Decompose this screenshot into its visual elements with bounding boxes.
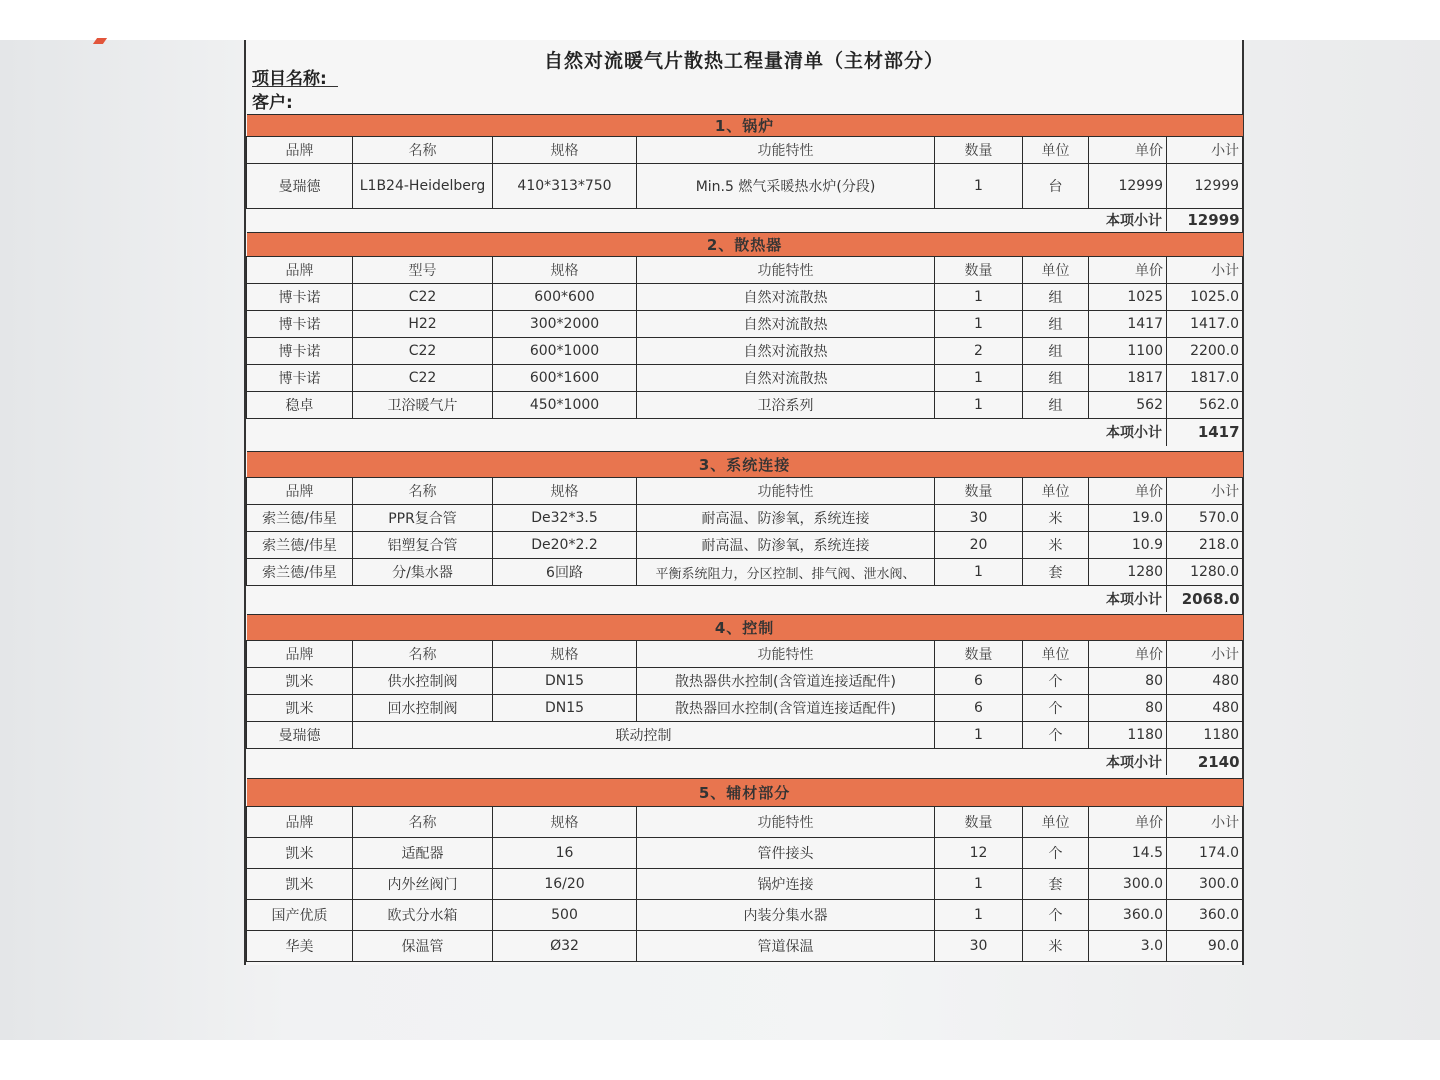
name-cell: 回水控制阀 xyxy=(353,695,493,722)
header-cell: 名称 xyxy=(353,137,493,164)
table-row xyxy=(247,392,1243,419)
header-cell: 单位 xyxy=(1023,478,1089,505)
model-cell: C22 xyxy=(353,365,493,392)
header-cell: 单价 xyxy=(1089,641,1167,668)
table-row xyxy=(247,695,1243,722)
header-cell: 单价 xyxy=(1089,257,1167,284)
table-row xyxy=(247,164,1243,209)
price-cell: 80 xyxy=(1089,695,1167,722)
spec-cell: 600*1000 xyxy=(493,338,637,365)
qty-cell: 1 xyxy=(935,900,1023,931)
feature-cell: 自然对流散热 xyxy=(637,365,935,392)
subtotal-cell: 1180 xyxy=(1167,722,1243,749)
table-row xyxy=(247,668,1243,695)
header-cell: 小计 xyxy=(1167,641,1243,668)
header-cell: 名称 xyxy=(353,478,493,505)
price-cell: 562 xyxy=(1089,392,1167,419)
table-row xyxy=(247,532,1243,559)
section-title: 3、系统连接 xyxy=(247,452,1243,478)
subtotal-cell: 1025.0 xyxy=(1167,284,1243,311)
table-row xyxy=(247,900,1243,931)
subtotal-cell: 480 xyxy=(1167,668,1243,695)
header-cell: 单价 xyxy=(1089,807,1167,838)
client-label: 客户: xyxy=(252,93,293,113)
price-cell: 1817 xyxy=(1089,365,1167,392)
section-title: 1、锅炉 xyxy=(247,115,1243,137)
brand-cell: 索兰德/伟星 xyxy=(247,505,353,532)
feature-cell: 锅炉连接 xyxy=(637,869,935,900)
qty-cell: 1 xyxy=(935,311,1023,338)
table-row xyxy=(247,722,1243,749)
subtotal-label: 本项小计 xyxy=(1106,425,1162,442)
header-cell: 品牌 xyxy=(247,478,353,505)
subtotal-cell: 360.0 xyxy=(1167,900,1243,931)
price-cell: 300.0 xyxy=(1089,869,1167,900)
header-cell: 单位 xyxy=(1023,137,1089,164)
price-cell: 1100 xyxy=(1089,338,1167,365)
subtotal-cell: 562.0 xyxy=(1167,392,1243,419)
model-cell: 卫浴暖气片 xyxy=(353,392,493,419)
price-cell: 12999 xyxy=(1089,164,1167,209)
header-cell: 数量 xyxy=(935,257,1023,284)
unit-cell: 组 xyxy=(1023,284,1089,311)
header-cell: 小计 xyxy=(1167,478,1243,505)
brand-cell: 博卡诺 xyxy=(247,365,353,392)
feature-cell: 自然对流散热 xyxy=(637,338,935,365)
project-name-label: 项目名称: xyxy=(252,69,327,89)
unit-cell: 米 xyxy=(1023,931,1089,962)
unit-cell: 组 xyxy=(1023,392,1089,419)
subtotal-cell: 480 xyxy=(1167,695,1243,722)
quantity-sheet xyxy=(244,40,1244,965)
price-cell: 1417 xyxy=(1089,311,1167,338)
qty-cell: 12 xyxy=(935,838,1023,869)
feature-cell: 散热器供水控制(含管道连接适配件) xyxy=(637,668,935,695)
header-cell: 品牌 xyxy=(247,807,353,838)
spec-cell: 600*1600 xyxy=(493,365,637,392)
section-table-connections xyxy=(246,451,1243,612)
header-cell: 单位 xyxy=(1023,257,1089,284)
name-cell: 供水控制阀 xyxy=(353,668,493,695)
header-cell: 规格 xyxy=(493,257,637,284)
subtotal-label: 本项小计 xyxy=(1106,212,1162,229)
brand-cell: 国产优质 xyxy=(247,900,353,931)
brand-cell: 凯米 xyxy=(247,695,353,722)
unit-cell: 个 xyxy=(1023,668,1089,695)
feature-cell: 耐高温、防渗氧，系统连接 xyxy=(637,532,935,559)
section-table-radiators xyxy=(246,232,1243,446)
subtotal-cell: 12999 xyxy=(1167,164,1243,209)
unit-cell: 台 xyxy=(1023,164,1089,209)
price-cell: 360.0 xyxy=(1089,900,1167,931)
feature-cell: 自然对流散热 xyxy=(637,311,935,338)
model-cell: C22 xyxy=(353,284,493,311)
feature-cell: 管道保温 xyxy=(637,931,935,962)
table-row xyxy=(247,505,1243,532)
header-cell: 规格 xyxy=(493,807,637,838)
header-cell: 功能特性 xyxy=(637,807,935,838)
spec-cell: 600*600 xyxy=(493,284,637,311)
price-cell: 1180 xyxy=(1089,722,1167,749)
header-cell: 小计 xyxy=(1167,137,1243,164)
section-table-accessories xyxy=(246,778,1243,962)
feature-cell: 卫浴系列 xyxy=(637,392,935,419)
subtotal-value: 2140 xyxy=(1167,749,1243,775)
subtotal-label: 本项小计 xyxy=(1106,591,1162,608)
header-cell: 品牌 xyxy=(247,137,353,164)
brand-cell: 稳卓 xyxy=(247,392,353,419)
header-cell: 小计 xyxy=(1167,807,1243,838)
brand-cell: 凯米 xyxy=(247,838,353,869)
model-cell: C22 xyxy=(353,338,493,365)
price-cell: 80 xyxy=(1089,668,1167,695)
feature-cell: 耐高温、防渗氧，系统连接 xyxy=(637,505,935,532)
header-cell: 功能特性 xyxy=(637,257,935,284)
unit-cell: 套 xyxy=(1023,559,1089,586)
header-cell: 名称 xyxy=(353,641,493,668)
qty-cell: 1 xyxy=(935,722,1023,749)
feature-cell: 散热器回水控制(含管道连接适配件) xyxy=(637,695,935,722)
qty-cell: 30 xyxy=(935,505,1023,532)
brand-cell: 索兰德/伟星 xyxy=(247,559,353,586)
subtotal-cell: 174.0 xyxy=(1167,838,1243,869)
price-cell: 10.9 xyxy=(1089,532,1167,559)
qty-cell: 1 xyxy=(935,164,1023,209)
spec-cell: Ø32 xyxy=(493,931,637,962)
price-cell: 14.5 xyxy=(1089,838,1167,869)
name-cell: 铝塑复合管 xyxy=(353,532,493,559)
header-cell: 规格 xyxy=(493,478,637,505)
name-cell: 保温管 xyxy=(353,931,493,962)
name-cell: L1B24-Heidelberg xyxy=(353,164,493,209)
header-cell: 数量 xyxy=(935,807,1023,838)
unit-cell: 个 xyxy=(1023,900,1089,931)
name-cell: 欧式分水箱 xyxy=(353,900,493,931)
section-title: 5、辅材部分 xyxy=(247,779,1243,807)
header-cell: 单价 xyxy=(1089,137,1167,164)
feature-cell: 平衡系统阻力，分区控制、排气阀、泄水阀、 xyxy=(637,559,935,586)
spec-cell: De32*3.5 xyxy=(493,505,637,532)
price-cell: 3.0 xyxy=(1089,931,1167,962)
table-row xyxy=(247,311,1243,338)
brand-cell: 曼瑞德 xyxy=(247,722,353,749)
spec-cell: 16/20 xyxy=(493,869,637,900)
section-table-boiler xyxy=(246,114,1243,231)
brand-cell: 凯米 xyxy=(247,668,353,695)
brand-cell: 博卡诺 xyxy=(247,284,353,311)
header-cell: 型号 xyxy=(353,257,493,284)
subtotal-cell: 90.0 xyxy=(1167,931,1243,962)
qty-cell: 6 xyxy=(935,668,1023,695)
spec-cell: 410*313*750 xyxy=(493,164,637,209)
subtotal-cell: 300.0 xyxy=(1167,869,1243,900)
brand-cell: 凯米 xyxy=(247,869,353,900)
unit-cell: 组 xyxy=(1023,338,1089,365)
header-cell: 品牌 xyxy=(247,641,353,668)
table-row xyxy=(247,284,1243,311)
header-cell: 小计 xyxy=(1167,257,1243,284)
table-row xyxy=(247,559,1243,586)
model-cell: H22 xyxy=(353,311,493,338)
section-title: 2、散热器 xyxy=(247,233,1243,257)
subtotal-cell: 2200.0 xyxy=(1167,338,1243,365)
qty-cell: 30 xyxy=(935,931,1023,962)
subtotal-cell: 570.0 xyxy=(1167,505,1243,532)
header-cell: 功能特性 xyxy=(637,137,935,164)
header-cell: 功能特性 xyxy=(637,641,935,668)
header-cell: 规格 xyxy=(493,137,637,164)
price-cell: 1025 xyxy=(1089,284,1167,311)
subtotal-label: 本项小计 xyxy=(1106,754,1162,771)
spec-cell: DN15 xyxy=(493,668,637,695)
subtotal-value: 12999 xyxy=(1167,209,1243,231)
name-cell: 适配器 xyxy=(353,838,493,869)
document-title: 自然对流暖气片散热工程量清单（主材部分） xyxy=(543,50,944,72)
spec-cell: 500 xyxy=(493,900,637,931)
name-cell: 内外丝阀门 xyxy=(353,869,493,900)
feature-cell: 联动控制 xyxy=(353,722,935,749)
unit-cell: 组 xyxy=(1023,311,1089,338)
bottom-margin xyxy=(0,1040,1440,1080)
unit-cell: 米 xyxy=(1023,505,1089,532)
header-cell: 单位 xyxy=(1023,641,1089,668)
qty-cell: 1 xyxy=(935,869,1023,900)
unit-cell: 组 xyxy=(1023,365,1089,392)
header-cell: 单价 xyxy=(1089,478,1167,505)
unit-cell: 个 xyxy=(1023,695,1089,722)
subtotal-value: 2068.0 xyxy=(1167,586,1243,612)
unit-cell: 套 xyxy=(1023,869,1089,900)
brand-cell: 博卡诺 xyxy=(247,311,353,338)
spec-cell: 6回路 xyxy=(493,559,637,586)
section-table-control xyxy=(246,614,1243,775)
spec-cell: 16 xyxy=(493,838,637,869)
unit-cell: 个 xyxy=(1023,838,1089,869)
price-cell: 1280 xyxy=(1089,559,1167,586)
name-cell: PPR复合管 xyxy=(353,505,493,532)
qty-cell: 6 xyxy=(935,695,1023,722)
spec-cell: DN15 xyxy=(493,695,637,722)
project-name-underline xyxy=(252,86,338,87)
brand-cell: 博卡诺 xyxy=(247,338,353,365)
qty-cell: 1 xyxy=(935,559,1023,586)
brand-cell: 曼瑞德 xyxy=(247,164,353,209)
spec-cell: 450*1000 xyxy=(493,392,637,419)
qty-cell: 1 xyxy=(935,284,1023,311)
subtotal-value: 1417 xyxy=(1167,419,1243,446)
header-cell: 单位 xyxy=(1023,807,1089,838)
qty-cell: 1 xyxy=(935,392,1023,419)
spec-cell: De20*2.2 xyxy=(493,532,637,559)
subtotal-cell: 1417.0 xyxy=(1167,311,1243,338)
unit-cell: 米 xyxy=(1023,532,1089,559)
qty-cell: 20 xyxy=(935,532,1023,559)
qty-cell: 2 xyxy=(935,338,1023,365)
header-cell: 数量 xyxy=(935,641,1023,668)
subtotal-cell: 218.0 xyxy=(1167,532,1243,559)
feature-cell: 内装分集水器 xyxy=(637,900,935,931)
price-cell: 19.0 xyxy=(1089,505,1167,532)
subtotal-cell: 1817.0 xyxy=(1167,365,1243,392)
unit-cell: 个 xyxy=(1023,722,1089,749)
name-cell: 分/集水器 xyxy=(353,559,493,586)
feature-cell: 管件接头 xyxy=(637,838,935,869)
header-cell: 数量 xyxy=(935,478,1023,505)
table-row xyxy=(247,338,1243,365)
table-row xyxy=(247,931,1243,962)
header-cell: 数量 xyxy=(935,137,1023,164)
header-cell: 名称 xyxy=(353,807,493,838)
feature-cell: 自然对流散热 xyxy=(637,284,935,311)
table-row xyxy=(247,365,1243,392)
header-cell: 功能特性 xyxy=(637,478,935,505)
top-margin xyxy=(0,0,1440,40)
brand-cell: 索兰德/伟星 xyxy=(247,532,353,559)
subtotal-cell: 1280.0 xyxy=(1167,559,1243,586)
header-cell: 规格 xyxy=(493,641,637,668)
feature-cell: Min.5 燃气采暖热水炉(分段) xyxy=(637,164,935,209)
spec-cell: 300*2000 xyxy=(493,311,637,338)
header-cell: 品牌 xyxy=(247,257,353,284)
brand-cell: 华美 xyxy=(247,931,353,962)
table-row xyxy=(247,838,1243,869)
table-row xyxy=(247,869,1243,900)
section-title: 4、控制 xyxy=(247,615,1243,641)
qty-cell: 1 xyxy=(935,365,1023,392)
